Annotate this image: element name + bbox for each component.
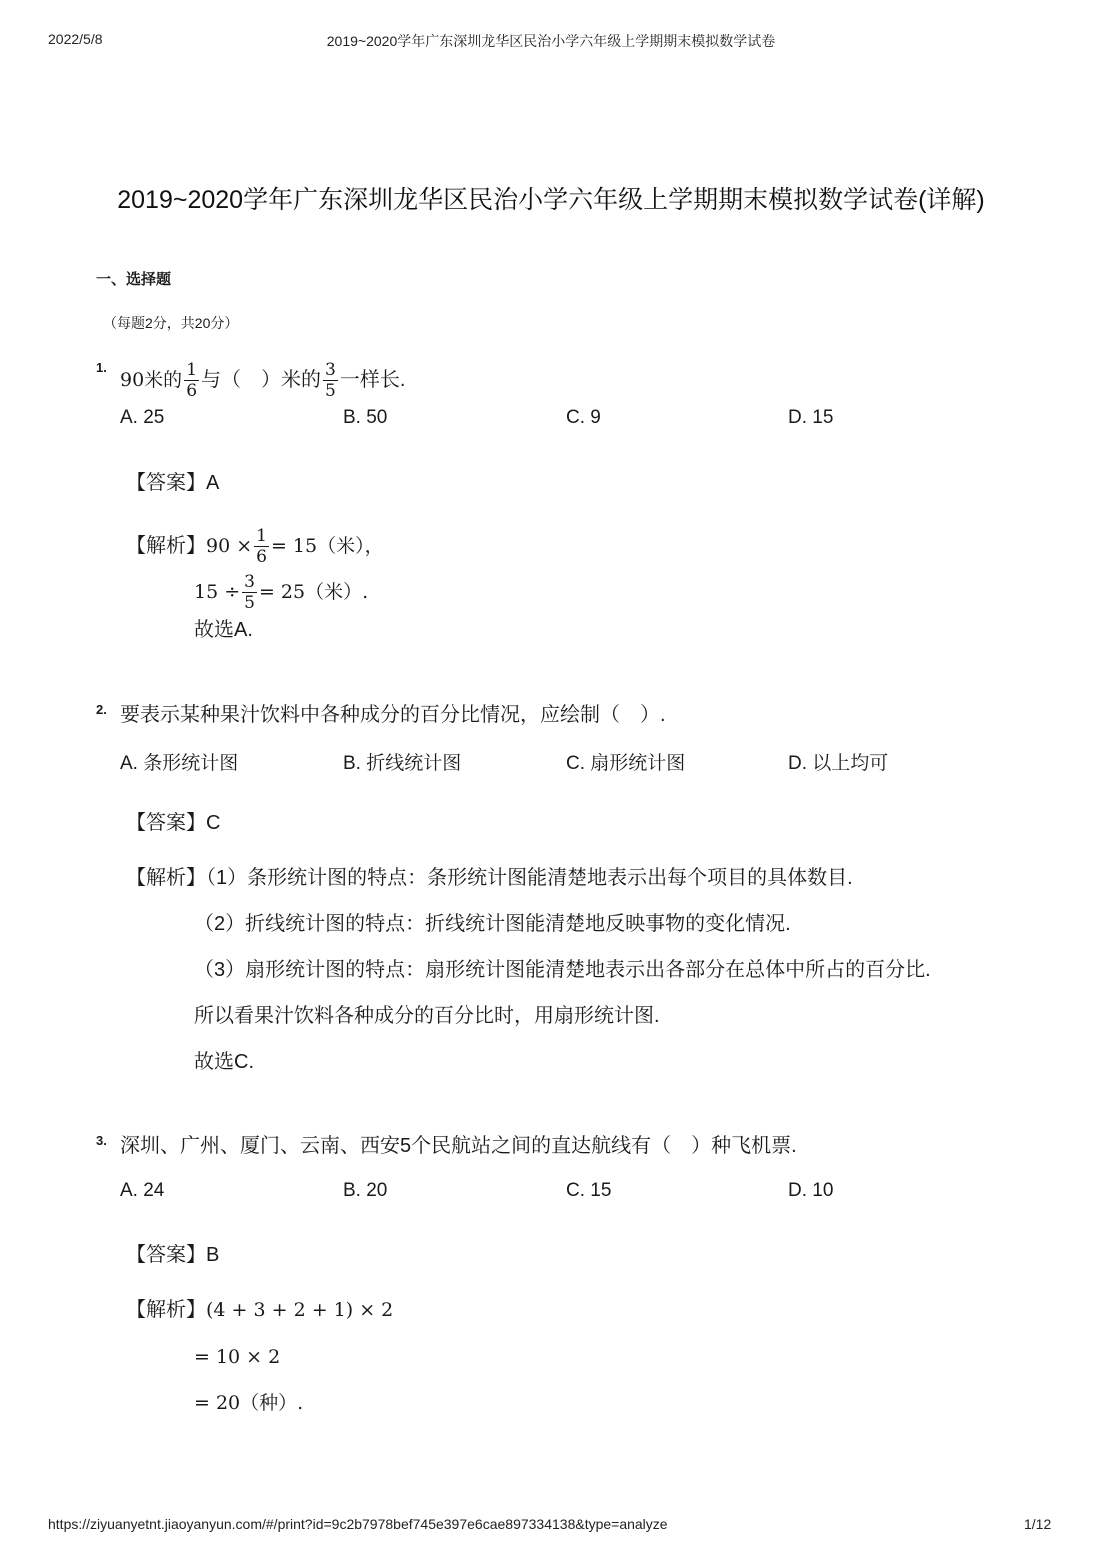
option-b: B. 折线统计图 (343, 753, 462, 774)
question-number: 1. (96, 360, 107, 375)
option-c: C. 9 (566, 407, 601, 428)
option-c: C. 15 (566, 1180, 612, 1201)
fraction: $\frac{1}{6}$ (256, 526, 267, 567)
option-d: D. 以上均可 (788, 753, 889, 774)
section-heading: 一、选择题 (96, 271, 172, 288)
option-a: A. 24 (120, 1180, 165, 1201)
fraction: $\frac{3}{5}$ (244, 572, 255, 613)
fraction: $\frac{3}{5}$ (325, 360, 336, 401)
question-1-text: 90米的 $\frac{1}{6}$ 与（ ）米的 $\frac{3}{5}$ 一样长. (120, 360, 406, 401)
analysis-line-1: 【解析】（1）条形统计图的特点：条形统计图能清楚地表示出每个项目的具体数目. (126, 867, 853, 889)
analysis-line-3: （3）扇形统计图的特点：扇形统计图能清楚地表示出各部分在总体中所占的百分比. (194, 959, 931, 981)
print-date: 2022/5/8 (48, 31, 103, 47)
question-number: 3. (96, 1133, 107, 1148)
analysis-line-3: = 20（种）. (194, 1392, 304, 1414)
option-d: D. 10 (788, 1180, 834, 1201)
answer: 【答案】A (126, 472, 220, 494)
option-d: D. 15 (788, 407, 834, 428)
answer: 【答案】B (126, 1244, 220, 1266)
question-number: 2. (96, 702, 107, 717)
option-b: B. 20 (343, 1180, 388, 1201)
question-3-text: 深圳、广州、厦门、云南、西安5个民航站之间的直达航线有（ ）种飞机票. (120, 1135, 797, 1157)
page-number: 1/12 (1024, 1516, 1052, 1532)
analysis-conclusion: 故选A. (194, 619, 253, 641)
answer: 【答案】C (126, 812, 221, 834)
analysis-line-2: （2）折线统计图的特点：折线统计图能清楚地反映事物的变化情况. (194, 913, 791, 935)
footer-url[interactable]: https://ziyuanyetnt.jiaoyanyun.com/#/print?id=9c2b7978bef745e397e6cae897334138&type=analyze (48, 1516, 668, 1532)
analysis-line-1: 【解析】90 × $\frac{1}{6}$ = 15（米）， (126, 526, 384, 567)
analysis-line-4: 所以看果汁饮料各种成分的百分比时，用扇形统计图. (194, 1005, 660, 1027)
section-note: （每题2分，共20分） (103, 315, 239, 331)
analysis-line-2: 15 ÷ $\frac{3}{5}$ = 25（米）. (194, 572, 369, 613)
question-2-text: 要表示某种果汁饮料中各种成分的百分比情况，应绘制（ ）. (120, 704, 666, 726)
analysis-conclusion: 故选C. (194, 1051, 254, 1073)
option-c: C. 扇形统计图 (566, 753, 686, 774)
option-b: B. 50 (343, 407, 388, 428)
analysis-line-2: = 10 × 2 (194, 1346, 281, 1368)
fraction: $\frac{1}{6}$ (186, 360, 198, 401)
analysis-line-1: 【解析】(4 + 3 + 2 + 1) × 2 (126, 1299, 394, 1321)
print-header-title: 2019~2020学年广东深圳龙华区民治小学六年级上学期期末模拟数学试卷 (326, 33, 776, 49)
option-a: A. 25 (120, 407, 165, 428)
option-a: A. 条形统计图 (120, 753, 239, 774)
page-title: 2019~2020学年广东深圳龙华区民治小学六年级上学期期末模拟数学试卷(详解) (117, 186, 985, 214)
